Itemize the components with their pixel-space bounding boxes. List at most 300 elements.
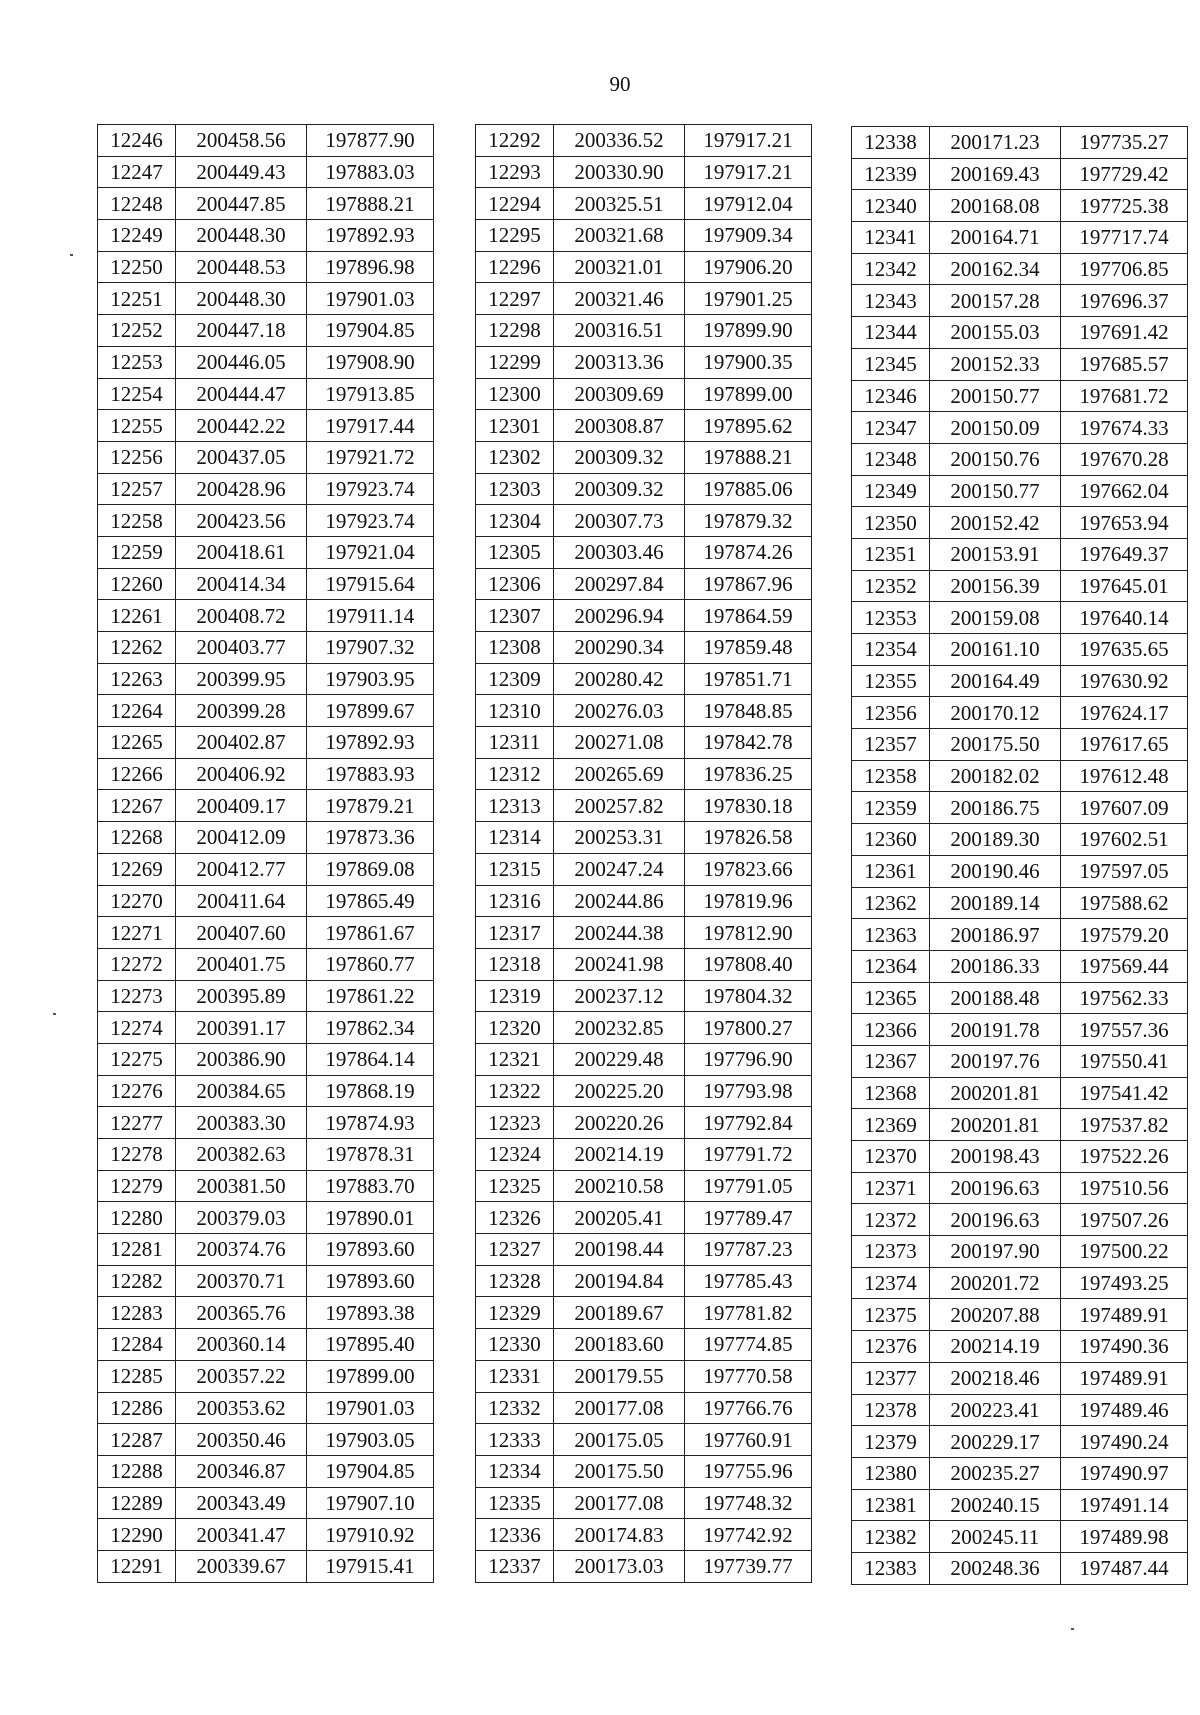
point-id-cell: 12375 bbox=[852, 1299, 930, 1331]
point-id-cell: 12367 bbox=[852, 1045, 930, 1077]
y-coordinate-cell: 197848.85 bbox=[685, 695, 812, 727]
table-row bbox=[98, 188, 434, 220]
table-row bbox=[476, 410, 812, 442]
y-coordinate-cell: 197674.33 bbox=[1061, 412, 1188, 444]
y-coordinate-cell: 197915.41 bbox=[307, 1550, 434, 1582]
point-id-cell: 12288 bbox=[98, 1455, 176, 1487]
y-coordinate-cell: 197630.92 bbox=[1061, 665, 1188, 697]
x-coordinate-cell: 200197.76 bbox=[930, 1045, 1061, 1077]
point-id-cell: 12272 bbox=[98, 948, 176, 980]
x-coordinate-cell: 200155.03 bbox=[930, 317, 1061, 349]
y-coordinate-cell: 197907.10 bbox=[307, 1487, 434, 1519]
table-row bbox=[476, 536, 812, 568]
table-row bbox=[852, 222, 1188, 254]
point-id-cell: 12333 bbox=[476, 1424, 554, 1456]
y-coordinate-cell: 197921.04 bbox=[307, 536, 434, 568]
x-coordinate-cell: 200152.33 bbox=[930, 348, 1061, 380]
table-row bbox=[98, 1043, 434, 1075]
x-coordinate-cell: 200237.12 bbox=[554, 980, 685, 1012]
y-coordinate-cell: 197489.91 bbox=[1061, 1299, 1188, 1331]
point-id-cell: 12247 bbox=[98, 156, 176, 188]
x-coordinate-cell: 200341.47 bbox=[176, 1519, 307, 1551]
point-id-cell: 12369 bbox=[852, 1109, 930, 1141]
y-coordinate-cell: 197879.21 bbox=[307, 790, 434, 822]
table-row bbox=[98, 1424, 434, 1456]
y-coordinate-cell: 197607.09 bbox=[1061, 792, 1188, 824]
y-coordinate-cell: 197879.32 bbox=[685, 505, 812, 537]
point-id-cell: 12297 bbox=[476, 283, 554, 315]
table-row bbox=[98, 1202, 434, 1234]
point-id-cell: 12251 bbox=[98, 283, 176, 315]
y-coordinate-cell: 197491.14 bbox=[1061, 1489, 1188, 1521]
point-id-cell: 12332 bbox=[476, 1392, 554, 1424]
x-coordinate-cell: 200444.47 bbox=[176, 378, 307, 410]
y-coordinate-cell: 197557.36 bbox=[1061, 1014, 1188, 1046]
x-coordinate-cell: 200244.86 bbox=[554, 885, 685, 917]
x-coordinate-cell: 200174.83 bbox=[554, 1519, 685, 1551]
table-row bbox=[98, 410, 434, 442]
y-coordinate-cell: 197908.90 bbox=[307, 346, 434, 378]
table-row bbox=[98, 1170, 434, 1202]
table-row bbox=[98, 727, 434, 759]
scan-speck bbox=[70, 254, 73, 256]
table-row bbox=[476, 695, 812, 727]
y-coordinate-cell: 197874.26 bbox=[685, 536, 812, 568]
point-id-cell: 12358 bbox=[852, 760, 930, 792]
y-coordinate-cell: 197830.18 bbox=[685, 790, 812, 822]
y-coordinate-cell: 197883.70 bbox=[307, 1170, 434, 1202]
y-coordinate-cell: 197888.21 bbox=[685, 441, 812, 473]
point-id-cell: 12298 bbox=[476, 315, 554, 347]
x-coordinate-cell: 200183.60 bbox=[554, 1329, 685, 1361]
y-coordinate-cell: 197862.34 bbox=[307, 1012, 434, 1044]
x-coordinate-cell: 200401.75 bbox=[176, 948, 307, 980]
x-coordinate-cell: 200257.82 bbox=[554, 790, 685, 822]
y-coordinate-cell: 197861.67 bbox=[307, 917, 434, 949]
table-row bbox=[852, 760, 1188, 792]
table-row bbox=[98, 1107, 434, 1139]
x-coordinate-cell: 200448.30 bbox=[176, 220, 307, 252]
point-id-cell: 12380 bbox=[852, 1457, 930, 1489]
point-id-cell: 12290 bbox=[98, 1519, 176, 1551]
y-coordinate-cell: 197904.85 bbox=[307, 1455, 434, 1487]
point-id-cell: 12342 bbox=[852, 253, 930, 285]
table-row bbox=[476, 1234, 812, 1266]
y-coordinate-cell: 197909.34 bbox=[685, 220, 812, 252]
x-coordinate-cell: 200374.76 bbox=[176, 1234, 307, 1266]
point-id-cell: 12363 bbox=[852, 919, 930, 951]
y-coordinate-cell: 197739.77 bbox=[685, 1550, 812, 1582]
point-id-cell: 12301 bbox=[476, 410, 554, 442]
table-row bbox=[98, 473, 434, 505]
x-coordinate-cell: 200150.77 bbox=[930, 380, 1061, 412]
table-row bbox=[476, 758, 812, 790]
y-coordinate-cell: 197826.58 bbox=[685, 822, 812, 854]
y-coordinate-cell: 197921.72 bbox=[307, 441, 434, 473]
table-row bbox=[852, 1331, 1188, 1363]
table-row bbox=[476, 632, 812, 664]
table-row bbox=[476, 663, 812, 695]
table-row bbox=[476, 1043, 812, 1075]
point-id-cell: 12331 bbox=[476, 1360, 554, 1392]
x-coordinate-cell: 200225.20 bbox=[554, 1075, 685, 1107]
table-row bbox=[476, 917, 812, 949]
point-id-cell: 12246 bbox=[98, 125, 176, 157]
table-row bbox=[852, 855, 1188, 887]
point-id-cell: 12345 bbox=[852, 348, 930, 380]
y-coordinate-cell: 197860.77 bbox=[307, 948, 434, 980]
table-row bbox=[476, 188, 812, 220]
table-row bbox=[852, 1109, 1188, 1141]
table-row bbox=[98, 1297, 434, 1329]
table-row bbox=[852, 634, 1188, 666]
point-id-cell: 12299 bbox=[476, 346, 554, 378]
y-coordinate-cell: 197541.42 bbox=[1061, 1077, 1188, 1109]
x-coordinate-cell: 200191.78 bbox=[930, 1014, 1061, 1046]
table-row bbox=[98, 346, 434, 378]
table-row bbox=[852, 1236, 1188, 1268]
table-row bbox=[98, 758, 434, 790]
point-id-cell: 12311 bbox=[476, 727, 554, 759]
x-coordinate-cell: 200309.69 bbox=[554, 378, 685, 410]
y-coordinate-cell: 197899.00 bbox=[685, 378, 812, 410]
y-coordinate-cell: 197489.46 bbox=[1061, 1394, 1188, 1426]
y-coordinate-cell: 197904.85 bbox=[307, 315, 434, 347]
table-row bbox=[852, 538, 1188, 570]
y-coordinate-cell: 197885.06 bbox=[685, 473, 812, 505]
table-row bbox=[852, 412, 1188, 444]
table-row bbox=[852, 887, 1188, 919]
x-coordinate-cell: 200198.43 bbox=[930, 1141, 1061, 1173]
point-id-cell: 12289 bbox=[98, 1487, 176, 1519]
x-coordinate-cell: 200241.98 bbox=[554, 948, 685, 980]
x-coordinate-cell: 200437.05 bbox=[176, 441, 307, 473]
point-id-cell: 12306 bbox=[476, 568, 554, 600]
y-coordinate-cell: 197907.32 bbox=[307, 632, 434, 664]
point-id-cell: 12335 bbox=[476, 1487, 554, 1519]
point-id-cell: 12340 bbox=[852, 190, 930, 222]
y-coordinate-cell: 197901.03 bbox=[307, 283, 434, 315]
x-coordinate-cell: 200353.62 bbox=[176, 1392, 307, 1424]
x-coordinate-cell: 200360.14 bbox=[176, 1329, 307, 1361]
table-row bbox=[476, 283, 812, 315]
x-coordinate-cell: 200162.34 bbox=[930, 253, 1061, 285]
y-coordinate-cell: 197670.28 bbox=[1061, 443, 1188, 475]
y-coordinate-cell: 197579.20 bbox=[1061, 919, 1188, 951]
y-coordinate-cell: 197851.71 bbox=[685, 663, 812, 695]
table-row bbox=[852, 1552, 1188, 1584]
x-coordinate-cell: 200248.36 bbox=[930, 1552, 1061, 1584]
y-coordinate-cell: 197917.21 bbox=[685, 125, 812, 157]
point-id-cell: 12315 bbox=[476, 853, 554, 885]
point-id-cell: 12316 bbox=[476, 885, 554, 917]
table-row bbox=[852, 1077, 1188, 1109]
point-id-cell: 12256 bbox=[98, 441, 176, 473]
y-coordinate-cell: 197892.93 bbox=[307, 727, 434, 759]
y-coordinate-cell: 197883.03 bbox=[307, 156, 434, 188]
x-coordinate-cell: 200232.85 bbox=[554, 1012, 685, 1044]
x-coordinate-cell: 200309.32 bbox=[554, 441, 685, 473]
table-row bbox=[852, 1204, 1188, 1236]
y-coordinate-cell: 197487.44 bbox=[1061, 1552, 1188, 1584]
x-coordinate-cell: 200247.24 bbox=[554, 853, 685, 885]
point-id-cell: 12309 bbox=[476, 663, 554, 695]
point-id-cell: 12327 bbox=[476, 1234, 554, 1266]
y-coordinate-cell: 197893.60 bbox=[307, 1234, 434, 1266]
x-coordinate-cell: 200321.46 bbox=[554, 283, 685, 315]
point-id-cell: 12350 bbox=[852, 507, 930, 539]
x-coordinate-cell: 200214.19 bbox=[554, 1139, 685, 1171]
x-coordinate-cell: 200229.48 bbox=[554, 1043, 685, 1075]
y-coordinate-cell: 197895.40 bbox=[307, 1329, 434, 1361]
table-row bbox=[852, 602, 1188, 634]
table-row bbox=[852, 285, 1188, 317]
table-row bbox=[98, 220, 434, 252]
x-coordinate-cell: 200152.42 bbox=[930, 507, 1061, 539]
y-coordinate-cell: 197796.90 bbox=[685, 1043, 812, 1075]
table-row bbox=[852, 348, 1188, 380]
point-id-cell: 12324 bbox=[476, 1139, 554, 1171]
point-id-cell: 12302 bbox=[476, 441, 554, 473]
y-coordinate-cell: 197612.48 bbox=[1061, 760, 1188, 792]
point-id-cell: 12382 bbox=[852, 1521, 930, 1553]
x-coordinate-cell: 200169.43 bbox=[930, 158, 1061, 190]
table-row bbox=[852, 697, 1188, 729]
point-id-cell: 12348 bbox=[852, 443, 930, 475]
y-coordinate-cell: 197760.91 bbox=[685, 1424, 812, 1456]
x-coordinate-cell: 200175.05 bbox=[554, 1424, 685, 1456]
point-id-cell: 12372 bbox=[852, 1204, 930, 1236]
y-coordinate-cell: 197550.41 bbox=[1061, 1045, 1188, 1077]
table-row bbox=[98, 251, 434, 283]
y-coordinate-cell: 197649.37 bbox=[1061, 538, 1188, 570]
point-id-cell: 12255 bbox=[98, 410, 176, 442]
x-coordinate-cell: 200418.61 bbox=[176, 536, 307, 568]
x-coordinate-cell: 200175.50 bbox=[930, 729, 1061, 761]
x-coordinate-cell: 200407.60 bbox=[176, 917, 307, 949]
table-row bbox=[476, 1139, 812, 1171]
table-row bbox=[852, 1172, 1188, 1204]
table-row bbox=[98, 853, 434, 885]
y-coordinate-cell: 197792.84 bbox=[685, 1107, 812, 1139]
table-row bbox=[476, 378, 812, 410]
point-id-cell: 12325 bbox=[476, 1170, 554, 1202]
y-coordinate-cell: 197893.38 bbox=[307, 1297, 434, 1329]
point-id-cell: 12265 bbox=[98, 727, 176, 759]
y-coordinate-cell: 197729.42 bbox=[1061, 158, 1188, 190]
y-coordinate-cell: 197903.95 bbox=[307, 663, 434, 695]
table-row bbox=[852, 380, 1188, 412]
table-row bbox=[852, 507, 1188, 539]
x-coordinate-cell: 200161.10 bbox=[930, 634, 1061, 666]
point-id-cell: 12317 bbox=[476, 917, 554, 949]
table-row bbox=[852, 475, 1188, 507]
table-row bbox=[476, 473, 812, 505]
table-row bbox=[852, 127, 1188, 159]
y-coordinate-cell: 197791.05 bbox=[685, 1170, 812, 1202]
y-coordinate-cell: 197888.21 bbox=[307, 188, 434, 220]
table-row bbox=[476, 600, 812, 632]
point-id-cell: 12258 bbox=[98, 505, 176, 537]
table-row bbox=[98, 917, 434, 949]
table-row bbox=[852, 1362, 1188, 1394]
x-coordinate-cell: 200309.32 bbox=[554, 473, 685, 505]
point-id-cell: 12279 bbox=[98, 1170, 176, 1202]
y-coordinate-cell: 197901.25 bbox=[685, 283, 812, 315]
point-id-cell: 12278 bbox=[98, 1139, 176, 1171]
x-coordinate-cell: 200423.56 bbox=[176, 505, 307, 537]
x-coordinate-cell: 200240.15 bbox=[930, 1489, 1061, 1521]
y-coordinate-cell: 197617.65 bbox=[1061, 729, 1188, 761]
x-coordinate-cell: 200399.95 bbox=[176, 663, 307, 695]
x-coordinate-cell: 200446.05 bbox=[176, 346, 307, 378]
point-id-cell: 12371 bbox=[852, 1172, 930, 1204]
y-coordinate-cell: 197899.00 bbox=[307, 1360, 434, 1392]
x-coordinate-cell: 200370.71 bbox=[176, 1265, 307, 1297]
point-id-cell: 12357 bbox=[852, 729, 930, 761]
point-id-cell: 12344 bbox=[852, 317, 930, 349]
x-coordinate-cell: 200159.08 bbox=[930, 602, 1061, 634]
point-id-cell: 12361 bbox=[852, 855, 930, 887]
x-coordinate-cell: 200412.09 bbox=[176, 822, 307, 854]
point-id-cell: 12314 bbox=[476, 822, 554, 854]
y-coordinate-cell: 197791.72 bbox=[685, 1139, 812, 1171]
y-coordinate-cell: 197510.56 bbox=[1061, 1172, 1188, 1204]
point-id-cell: 12346 bbox=[852, 380, 930, 412]
x-coordinate-cell: 200201.81 bbox=[930, 1109, 1061, 1141]
y-coordinate-cell: 197766.76 bbox=[685, 1392, 812, 1424]
y-coordinate-cell: 197490.24 bbox=[1061, 1426, 1188, 1458]
y-coordinate-cell: 197653.94 bbox=[1061, 507, 1188, 539]
point-id-cell: 12383 bbox=[852, 1552, 930, 1584]
table-row bbox=[476, 1550, 812, 1582]
x-coordinate-cell: 200399.28 bbox=[176, 695, 307, 727]
x-coordinate-cell: 200458.56 bbox=[176, 125, 307, 157]
table-row bbox=[852, 982, 1188, 1014]
table-row bbox=[476, 1170, 812, 1202]
y-coordinate-cell: 197640.14 bbox=[1061, 602, 1188, 634]
table-row bbox=[852, 1299, 1188, 1331]
point-id-cell: 12338 bbox=[852, 127, 930, 159]
table-row bbox=[852, 665, 1188, 697]
y-coordinate-cell: 197717.74 bbox=[1061, 222, 1188, 254]
y-coordinate-cell: 197896.98 bbox=[307, 251, 434, 283]
point-id-cell: 12366 bbox=[852, 1014, 930, 1046]
y-coordinate-cell: 197522.26 bbox=[1061, 1141, 1188, 1173]
y-coordinate-cell: 197735.27 bbox=[1061, 127, 1188, 159]
y-coordinate-cell: 197537.82 bbox=[1061, 1109, 1188, 1141]
y-coordinate-cell: 197681.72 bbox=[1061, 380, 1188, 412]
x-coordinate-cell: 200297.84 bbox=[554, 568, 685, 600]
y-coordinate-cell: 197706.85 bbox=[1061, 253, 1188, 285]
table-row bbox=[98, 1455, 434, 1487]
y-coordinate-cell: 197873.36 bbox=[307, 822, 434, 854]
table-row bbox=[476, 1297, 812, 1329]
x-coordinate-cell: 200168.08 bbox=[930, 190, 1061, 222]
table-row bbox=[98, 1234, 434, 1266]
table-row bbox=[852, 1426, 1188, 1458]
y-coordinate-cell: 197923.74 bbox=[307, 473, 434, 505]
point-id-cell: 12295 bbox=[476, 220, 554, 252]
point-id-cell: 12322 bbox=[476, 1075, 554, 1107]
y-coordinate-cell: 197890.01 bbox=[307, 1202, 434, 1234]
y-coordinate-cell: 197774.85 bbox=[685, 1329, 812, 1361]
point-id-cell: 12286 bbox=[98, 1392, 176, 1424]
x-coordinate-cell: 200447.18 bbox=[176, 315, 307, 347]
x-coordinate-cell: 200321.01 bbox=[554, 251, 685, 283]
table-row bbox=[98, 1139, 434, 1171]
y-coordinate-cell: 197883.93 bbox=[307, 758, 434, 790]
x-coordinate-cell: 200207.88 bbox=[930, 1299, 1061, 1331]
table-row bbox=[852, 1045, 1188, 1077]
point-id-cell: 12300 bbox=[476, 378, 554, 410]
point-id-cell: 12377 bbox=[852, 1362, 930, 1394]
x-coordinate-cell: 200391.17 bbox=[176, 1012, 307, 1044]
y-coordinate-cell: 197569.44 bbox=[1061, 950, 1188, 982]
y-coordinate-cell: 197770.58 bbox=[685, 1360, 812, 1392]
x-coordinate-cell: 200177.08 bbox=[554, 1392, 685, 1424]
table-row bbox=[852, 253, 1188, 285]
x-coordinate-cell: 200395.89 bbox=[176, 980, 307, 1012]
table-row bbox=[852, 570, 1188, 602]
point-id-cell: 12341 bbox=[852, 222, 930, 254]
y-coordinate-cell: 197895.62 bbox=[685, 410, 812, 442]
point-id-cell: 12355 bbox=[852, 665, 930, 697]
table-row bbox=[476, 790, 812, 822]
y-coordinate-cell: 197864.14 bbox=[307, 1043, 434, 1075]
x-coordinate-cell: 200414.34 bbox=[176, 568, 307, 600]
x-coordinate-cell: 200182.02 bbox=[930, 760, 1061, 792]
x-coordinate-cell: 200229.17 bbox=[930, 1426, 1061, 1458]
table-row bbox=[852, 1267, 1188, 1299]
y-coordinate-cell: 197507.26 bbox=[1061, 1204, 1188, 1236]
point-id-cell: 12376 bbox=[852, 1331, 930, 1363]
y-coordinate-cell: 197787.23 bbox=[685, 1234, 812, 1266]
x-coordinate-cell: 200210.58 bbox=[554, 1170, 685, 1202]
table-row bbox=[476, 441, 812, 473]
x-coordinate-cell: 200194.84 bbox=[554, 1265, 685, 1297]
table-row bbox=[476, 315, 812, 347]
x-coordinate-cell: 200402.87 bbox=[176, 727, 307, 759]
table-row bbox=[98, 568, 434, 600]
point-id-cell: 12321 bbox=[476, 1043, 554, 1075]
table-row bbox=[852, 317, 1188, 349]
point-id-cell: 12259 bbox=[98, 536, 176, 568]
x-coordinate-cell: 200381.50 bbox=[176, 1170, 307, 1202]
table-row bbox=[98, 1265, 434, 1297]
point-id-cell: 12250 bbox=[98, 251, 176, 283]
point-id-cell: 12334 bbox=[476, 1455, 554, 1487]
point-id-cell: 12368 bbox=[852, 1077, 930, 1109]
table-row bbox=[476, 568, 812, 600]
x-coordinate-cell: 200428.96 bbox=[176, 473, 307, 505]
x-coordinate-cell: 200384.65 bbox=[176, 1075, 307, 1107]
x-coordinate-cell: 200313.36 bbox=[554, 346, 685, 378]
x-coordinate-cell: 200296.94 bbox=[554, 600, 685, 632]
point-id-cell: 12274 bbox=[98, 1012, 176, 1044]
point-id-cell: 12293 bbox=[476, 156, 554, 188]
x-coordinate-cell: 200442.22 bbox=[176, 410, 307, 442]
y-coordinate-cell: 197793.98 bbox=[685, 1075, 812, 1107]
y-coordinate-cell: 197490.97 bbox=[1061, 1457, 1188, 1489]
y-coordinate-cell: 197696.37 bbox=[1061, 285, 1188, 317]
y-coordinate-cell: 197635.65 bbox=[1061, 634, 1188, 666]
point-id-cell: 12277 bbox=[98, 1107, 176, 1139]
x-coordinate-cell: 200220.26 bbox=[554, 1107, 685, 1139]
table-row bbox=[476, 156, 812, 188]
x-coordinate-cell: 200150.09 bbox=[930, 412, 1061, 444]
point-id-cell: 12248 bbox=[98, 188, 176, 220]
